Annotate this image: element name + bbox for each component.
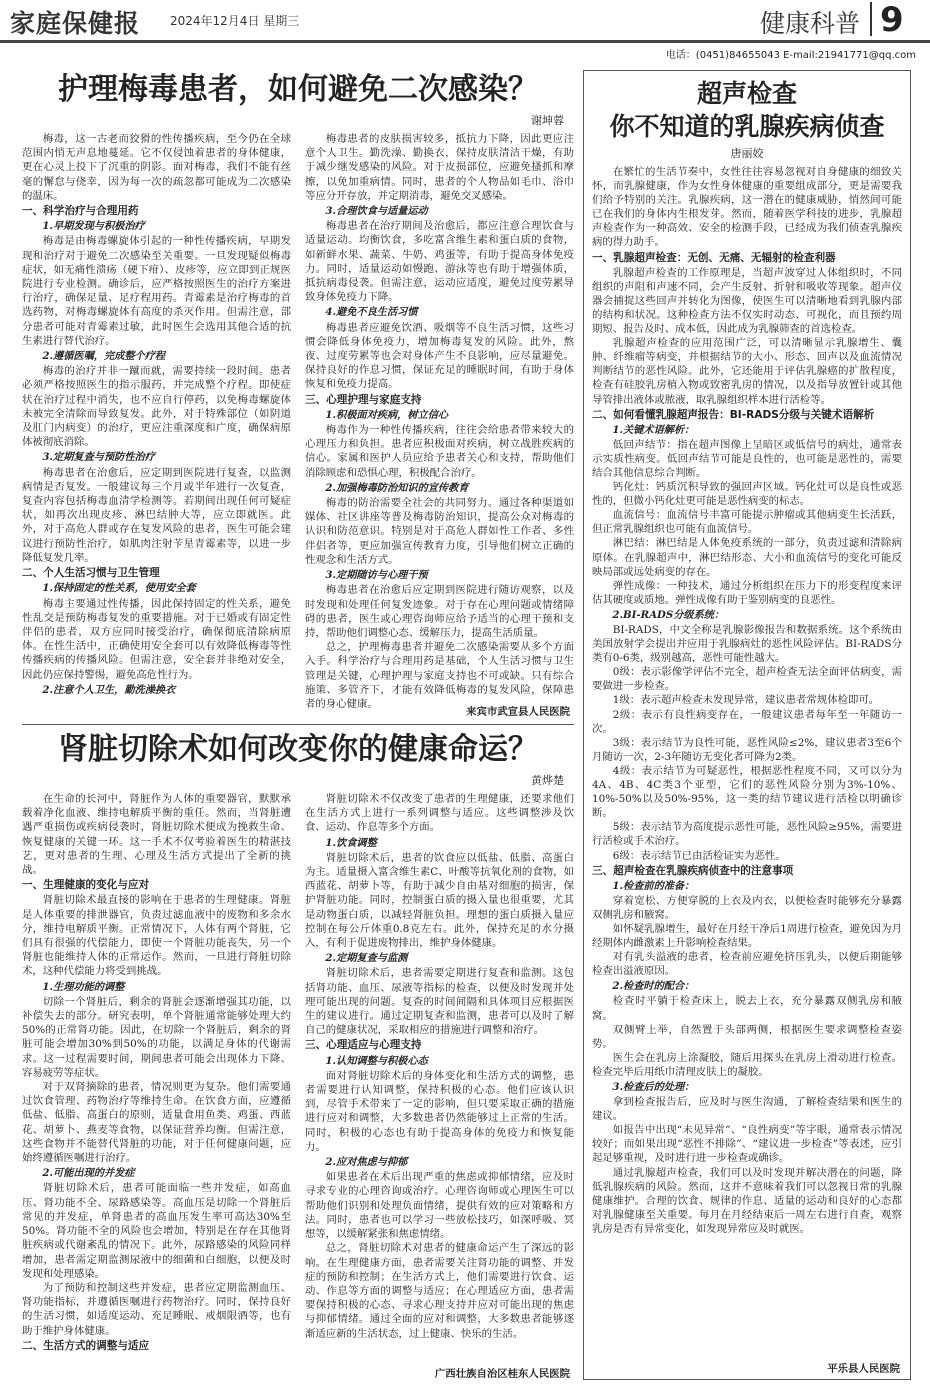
paragraph: 4级：表示结节为可疑恶性，根据恶性程度不同，又可以分为4A、4B、4C类3个亚型，它们的恶性风险分别为3%-10%、10%-50%以及50%-95%，这一类的结节建议进行活检以明确诊断。 — [592, 764, 902, 820]
paragraph: 低回声结节：指在超声图像上呈暗区或低信号的病灶，通常表示实质性病变。低回声结节可能是良性的，也可能是恶性的，需要结合其他信息综合判断。 — [592, 438, 902, 479]
paragraph: 梅毒患者在治愈后应定期到医院进行随访观察，以及时发现和处理任何复发迹象。对于存在心理问题或情绪障碍的患者，医生或心理咨询师应给予适当的心理干预和支持，帮助他们调整心态、缓解压力，提高生活质量。 — [305, 584, 574, 639]
paragraph: 在繁忙的生活节奏中，女性往往容易忽视对自身健康的细致关怀，而乳腺健康，作为女性身体健康的重要组成部分，更是需要我们给予特别的关注。乳腺疾病，这一潜在的健康威胁，悄然间可能已在我们的身体内生根发芽。然而，随着医学科技的进步，乳腺超声检查作为一种高效、安全的检测手段，已经成为我们侦查乳腺疾病的得力助手。 — [592, 166, 902, 249]
paragraph: 在生命的长河中，肾脏作为人体的重要器官，默默承载着净化血液、维持电解质平衡的重任。然而，当肾脏遭遇严重损伤或疾病侵袭时，肾脏切除术便成为挽救生命、恢复健康的关键一环。这一手术不仅考验着医生的精湛技艺，更对患者的生理、心理及生活方式提出了全新的挑战。 — [22, 793, 291, 877]
paragraph: 对有乳头溢液的患者，检查前应避免挤压乳头，以便后期能够检查出溢液原因。 — [592, 951, 902, 978]
subheading: 1.积极面对疾病，树立信心 — [325, 408, 449, 421]
paragraph: 对于双肾摘除的患者，情况则更为复杂。他们需要通过饮食管理、药物治疗等维持生命。在饮食方面，应遵循低盐、低脂、高蛋白的原则，适量食用鱼类、鸡蛋、西蓝花、胡萝卜、燕麦等食物，以保证营养均衡。但需注意，这些食物并不能替代肾脏的功能，对于任何健康问题，应始终遵循医嘱进行治疗。 — [22, 1081, 291, 1165]
paragraph: 3级：表示结节为良性可能，恶性风险≤2%，建议患者3至6个月随访一次，2-3年随访无变化者可降为2类。 — [592, 736, 902, 763]
paragraph: 总之，护理梅毒患者并避免二次感染需要从多个方面入手。科学治疗与合理用药是基础，个人生活习惯与卫生管理是关键，心理护理与家庭支持也不可或缺。只有综合施策、多管齐下，才能有效降低梅毒的复发风险，保障患者的身心健康。 — [305, 641, 574, 710]
paragraph: 1级：表示超声检查未发现异常，建议患者常规体检即可。 — [612, 694, 880, 707]
subheading: 3.检查后的处理： — [612, 1081, 695, 1093]
paragraph: 肾脏切除术后，患者的饮食应以低盐、低脂、高蛋白为主。适量摄入富含维生素C、叶酸等抗氧化剂的食物，如西蓝花、胡萝卜等，有助于减少自由基对细胞的损害，保护肾脏功能。同时，控制蛋白质的摄入量也很重要，尤其是动物蛋白质，以减轻肾脏负担。理想的蛋白质摄入量应控制在每公斤体重0.8克左右。此外，保持充足的水分摄入，有利于促进废物排出，维护身体健康。 — [305, 851, 574, 950]
paragraph: 梅毒患者的皮肤损害较多，抵抗力下降，因此更应注意个人卫生。勤洗澡、勤换衣，保持皮肤清洁干燥，有助于减少继发感染的风险。对于皮损部位，应避免搔抓和摩擦，以免加重病情。同时，患者的个人物品如毛巾、浴巾等应分开存放，并定期消毒，避免交叉感染。 — [305, 133, 574, 202]
paragraph: 穿着宽松、方便穿脱的上衣及内衣，以便检查时能够充分暴露双侧乳房和腋窝。 — [592, 894, 902, 921]
subheading: 2.注意个人卫生，勤洗澡换衣 — [42, 683, 176, 696]
paragraph: 乳腺超声检查的工作原理是，当超声波穿过人体组织时，不同组织的声阻和声速不同，会产生反射、折射和吸收等现象。超声仪器会捕捉这些回声并转化为图像，使医生可以清晰地看到乳腺内部的结构和状况。这种检查方法不仅实时动态、可视化，而且预约周期短、报告及时、成本低，因此成为乳腺筛查的首选检查。 — [592, 266, 902, 336]
paragraph: 血流信号：血流信号丰富可能提示肿瘤或其他病变生长活跃，但正常乳腺组织也可能有血流信号。 — [592, 509, 902, 536]
section-heading: 一、乳腺超声检查：无创、无痛、无辐射的检查利器 — [592, 251, 836, 264]
paragraph: 2级：表示有良性病变存在，一般建议患者每年至一年随访一次。 — [592, 708, 902, 735]
article-title: 护理梅毒患者，如何避免二次感染？ — [58, 72, 538, 107]
subheading: 2.加强梅毒防治知识的宣传教育 — [325, 481, 469, 494]
paragraph: 梅毒，这一古老而狡猾的性传播疾病，至今仍在全球范围内悄无声息地蔓延。它不仅侵蚀着患者的身体健康，更在心灵上投下了沉重的阴影。面对梅毒，我们不能有丝毫的懈怠与侥幸，因为每一次的疏忽都可能成为二次感染的温床。 — [22, 133, 291, 202]
subheading: 1.认知调整与积极心态 — [325, 1054, 428, 1067]
paragraph: 双侧臂上举，自然置于头部两侧，根据医生要求调整检查姿势。 — [592, 1023, 902, 1050]
paragraph: 梅毒的防治需要全社会的共同努力。通过各种渠道如媒体、社区讲座等普及梅毒防治知识，提高公众对梅毒的认识和防范意识。特别是对于高危人群如性工作者、多性伴侣者等，更应加强宣传教育力度，引导他们树立正确的性观念和生活方式。 — [305, 497, 574, 566]
article-source: 广西壮族自治区桂东人民医院 — [434, 1368, 570, 1380]
article-divider — [22, 724, 574, 725]
paragraph: 梅毒是由梅毒螺旋体引起的一种性传播疾病，早期发现和治疗对于避免二次感染至关重要。一旦发现疑似梅毒症状，如无痛性溃疡（硬下疳）、皮疹等，应立即到正规医院进行专业检测。确诊后，应严格按照医生的治疗方案进行治疗，确保足量、足疗程用药。青霉素是治疗梅毒的首选药物，对梅毒螺旋体有高度的杀灭作用。但需注意，部分患者可能对青霉素过敏，此时医生会选用其他合适的抗生素进行替代治疗。 — [22, 235, 291, 347]
article-title-line2: 你不知道的乳腺疾病侦查 — [609, 112, 885, 141]
paragraph: 如怀疑乳腺增生，最好在月经干净后1周进行检查，避免因为月经期体内雌激素上升影响检查结果。 — [592, 922, 902, 950]
subheading: 1.早期发现与积极治疗 — [42, 220, 145, 233]
paragraph: 总之，肾脏切除术对患者的健康命运产生了深远的影响。在生理健康方面，患者需要关注肾功能的调整、并发症的预防和控制；在生活方式上，他们需要进行饮食、运动、作息等方面的调整与适应；在心理适应方面，患者需要保持积极的心态、寻求心理支持并应对可能出现的焦虑与抑郁情绪。通过全面的应对和调整，大多数患者能够逐渐适应新的生活状态，过上健康、快乐的生活。 — [305, 1242, 574, 1340]
subheading: 1.饮食调整 — [325, 836, 377, 849]
contact-info: 电话：(0451)84655043 E-mail:21941771@qq.com — [665, 50, 916, 61]
newspaper-name: 家庭保健报 — [10, 9, 141, 38]
article-author: 唐丽姣 — [730, 147, 764, 160]
paragraph: 如果患者在术后出现严重的焦虑或抑郁情绪，应及时寻求专业的心理咨询或治疗。心理咨询师或心理医生可以帮助他们识别和处理负面情绪，提供有效的应对策略和方法。同时，患者也可以学习一些放松技巧，如深呼吸、冥想等，以缓解紧张和焦虑情绪。 — [305, 1171, 574, 1241]
page-number: 9 — [880, 0, 904, 40]
subheading: 1.检查前的准备： — [612, 879, 695, 892]
paragraph: 钙化灶：钙质沉积导致的强回声区域。钙化灶可以是良性或恶性的，但微小钙化灶更可能是恶性病变的标志。 — [592, 481, 902, 508]
section-heading: 三、心理适应与心理支持 — [305, 1039, 422, 1052]
subheading: 2.遵循医嘱，完成整个疗程 — [42, 350, 166, 363]
paragraph: 为了预防和控制这些并发症，患者应定期监测血压、肾功能指标，并遵循医嘱进行药物治疗。同时，保持良好的生活习惯，如适度运动、充足睡眠、戒烟限酒等，也有助于维护身体健康。 — [22, 1281, 291, 1337]
article-syphilis-care — [22, 70, 574, 718]
paragraph: 肾脏切除术最直接的影响在于患者的生理健康。肾脏是人体重要的排泄器官，负责过滤血液中的废物和多余水分，维持电解质平衡。正常情况下，人体有两个肾脏，它们具有很强的代偿能力，即使一个肾脏功能丧失，另一个肾脏也能维持人体的正常运作。然而，一旦进行肾脏切除术，这种代偿能力将受到挑战。 — [22, 894, 291, 978]
article-body — [22, 792, 574, 1380]
subheading: 1.生理功能的调整 — [42, 980, 125, 993]
article-title: 肾脏切除术如何改变你的健康命运？ — [58, 732, 538, 767]
page-number-divider — [870, 2, 872, 36]
section-heading: 二、个人生活习惯与卫生管理 — [22, 567, 160, 580]
issue-date: 2024年12月4日 星期三 — [170, 14, 300, 28]
paragraph: 面对肾脏切除术后的身体变化和生活方式的调整，患者需要进行认知调整，保持积极的心态。他们应该认识到，尽管手术带来了一定的影响，但只要采取正确的措施进行应对和调整，大多数患者仍然能够过上正常的生活。同时，积极的心态也有助于提高身体的免疫力和恢复能力。 — [305, 1069, 574, 1153]
paragraph: 乳腺超声检查的应用范围广泛，可以清晰显示乳腺增生、囊肿、纤维瘤等病变，并根据结节的大小、形态、回声以及血流情况判断结节的恶性风险。此外，它还能用于评估乳腺癌的扩散程度，检查有硅胶乳房植入物或致密乳房的情况，以及指导放置针或其他导管排出液体或脓液，取乳腺组织样本进行活检等。 — [592, 337, 902, 406]
article-title-line1: 超声检查 — [696, 79, 797, 108]
paragraph: 5级：表示结节为高度提示恶性可能，恶性风险≥95%，需要进行活检或手术治疗。 — [592, 821, 902, 848]
paragraph: 肾脏切除术后，患者需要定期进行复查和监测。这包括肾功能、血压、尿液等指标的检查，以便及时发现并处理可能出现的问题。复查的时间间隔和具体项目应根据医生的建议进行。通过定期复查和监测，患者可以及时了解自己的健康状况，采取相应的措施进行调整和治疗。 — [305, 967, 574, 1037]
paragraph: 切除一个肾脏后，剩余的肾脏会逐渐增强其功能，以补偿失去的部分。研究表明，单个肾脏通常能够处理大约50%的正常肾功能。因此，在切除一个肾脏后，剩余的肾脏可能会增加30%到50%的功能，以满足身体的代谢需求。这一过程需要时间，期间患者可能会出现体力下降、容易疲劳等症状。 — [22, 995, 291, 1079]
section-heading: 一、科学治疗与合理用药 — [22, 205, 139, 218]
section-heading: 三、心理护理与家庭支持 — [305, 393, 422, 406]
section-heading: 一、生理健康的变化与应对 — [22, 879, 150, 892]
section-heading: 三、超声检查在乳腺疾病侦查中的注意事项 — [592, 864, 794, 877]
subheading: 1.保持固定的性关系，使用安全套 — [42, 582, 196, 595]
paragraph: 弹性成像：一种技术，通过分析组织在压力下的形变程度来评估其硬度或质地。弹性成像有助于鉴别病变的良恶性。 — [592, 579, 902, 606]
article-body — [592, 165, 902, 1236]
header-rule — [0, 40, 930, 43]
paragraph: 梅毒患者在治疗期间及治愈后，都应注意合理饮食与适量运动。均衡饮食，多吃富含维生素和蛋白质的食物，如新鲜水果、蔬菜、牛奶、鸡蛋等，有助于提高身体免疫力。同时，适量运动如慢跑、游泳等也有助于增强体质，抵抗病毒侵袭。但需注意，运动应适度，避免过度劳累导致身体免疫力下降。 — [305, 220, 574, 304]
paragraph: 检查时平躺于检查床上，脱去上衣，充分暴露双侧乳房和腋窝。 — [592, 995, 902, 1022]
section-heading: 二、如何看懂乳腺超声报告：BI-RADS分级与关键术语解析 — [592, 408, 875, 421]
subheading: 3.定期随访与心理干预 — [325, 569, 428, 582]
paragraph: 拿到检查报告后，应及时与医生沟通，了解检查结果和医生的建议。 — [592, 1096, 902, 1123]
paragraph: 肾脏切除术不仅改变了患者的生理健康，还要求他们在生活方式上进行一系列调整与适应。这些调整涉及饮食、运动、作息等多个方面。 — [305, 793, 574, 834]
subheading: 3.合理饮食与适量运动 — [325, 205, 428, 218]
paragraph: 梅毒作为一种性传播疾病，往往会给患者带来较大的心理压力和负担。患者应积极面对疾病，树立战胜疾病的信心。家属和医护人员应给予患者关心和支持，帮助他们消除顾虑和恐惧心理，积极配合治疗。 — [305, 424, 574, 479]
subheading: 2.检查时的配合： — [612, 980, 695, 993]
paragraph: 梅毒患者在治愈后，应定期到医院进行复查，以监测病情是否复发。一般建议每三个月或半年进行一次复查，复查内容包括梅毒血清学检测等。若期间出现任何可疑症状，如再次出现皮疹、淋巴结肿大等，应立即就医。此外，对于高危人群或存在复发风险的患者，医生可能会建议进行预防性治疗，如肌肉注射苄星青霉素等，以进一步降低复发几率。 — [22, 466, 291, 564]
subheading: 2.可能出现的并发症 — [42, 1167, 135, 1180]
section-heading: 二、生活方式的调整与适应 — [22, 1339, 150, 1352]
article-nephrectomy — [22, 730, 574, 1380]
article-breast-ultrasound — [583, 70, 911, 1380]
paragraph: 0级：表示影像学评估不完全，超声检查无法全面评估病变，需要做进一步检查。 — [592, 666, 902, 693]
subheading: 2.定期复查与监测 — [325, 952, 408, 965]
article-body — [22, 132, 574, 718]
paragraph: 梅毒的治疗并非一蹴而就，需要持续一段时间。患者必须严格按照医生的指示服药，并完成整个疗程。即使症状在治疗过程中消失，也不应自行停药，以免梅毒螺旋体未被完全清除而导致复发。此外，对于特殊部位（如阴道及肛门内病变）的治疗，更应注重深度和广度，确保病原体被彻底消除。 — [22, 365, 291, 449]
article-source: 来宾市武宣县人民医院 — [466, 706, 570, 718]
article-author: 黄烨楚 — [531, 774, 564, 787]
subheading: 1.关键术语解析： — [612, 423, 695, 436]
paragraph: 梅毒主要通过性传播，因此保持固定的性关系，避免性乱交是预防梅毒复发的重要措施。对于已婚或有固定性伴侣的患者，双方应同时接受治疗，确保彻底清除病原体。在性生活中，正确使用安全套可以有效降低梅毒等性传播疾病的传播风险。但需注意，安全套并非绝对安全，因此仍应保持警惕，避免高危性行为。 — [22, 597, 291, 681]
page-header — [0, 0, 930, 45]
subheading: 4.避免不良生活习惯 — [325, 306, 418, 319]
paragraph: 如报告中出现“未见异常”、“良性病变”等字眼，通常表示情况较好；而如果出现“恶性不排除”、“建议进一步检查”等表述，应引起足够重视，及时进行进一步检查或确诊。 — [592, 1124, 902, 1165]
subheading: 3.定期复查与预防性治疗 — [42, 451, 155, 464]
paragraph: 6级：表示结节已由活检证实为恶性。 — [612, 849, 786, 862]
paragraph: 医生会在乳房上涂凝胶，随后用探头在乳房上滑动进行检查。检查完毕后用纸巾清理皮肤上的凝胶。 — [592, 1051, 902, 1078]
subheading: 2.应对焦虑与抑郁 — [325, 1156, 408, 1169]
section-name: 健康科普 — [760, 9, 861, 38]
paragraph: 淋巴结：淋巴结是人体免疫系统的一部分，负责过滤和清除病原体。在乳腺超声中，淋巴结形态、大小和血流信号的变化可能反映局部或远处病变的存在。 — [592, 537, 902, 578]
paragraph: 通过乳腺超声检查，我们可以及时发现并解决潜在的问题，降低乳腺疾病的风险。然而，这并不意味着我们可以忽视日常的乳腺健康维护。合理的饮食、规律的作息、适量的运动和良好的心态都对乳腺健康至关重要。每月在月经结束后一周左右进行自查，观察乳房是否有异常变化，如发现异常应及时就医。 — [592, 1166, 902, 1235]
article-source: 平乐县人民医院 — [827, 1363, 900, 1375]
article-author: 谢坤蓉 — [531, 114, 564, 127]
paragraph: BI-RADS，中文全称是乳腺影像报告和数据系统。这个系统由美国放射学会提出并应用于乳腺病灶的恶性风险评估。BI-RADS分类有0-6类，级别越高，恶性可能性越大。 — [592, 624, 902, 665]
paragraph: 梅毒患者应避免饮酒、吸烟等不良生活习惯，这些习惯会降低身体免疫力，增加梅毒复发的风险。此外，熬夜、过度劳累等也会对身体产生不良影响，应尽量避免。保持良好的作息习惯，保证充足的睡眠时间，有助于身体恢复和免疫力提高。 — [305, 321, 574, 391]
paragraph: 肾脏切除术后，患者可能面临一些并发症，如高血压、肾功能不全、尿路感染等。高血压是切除一个肾脏后常见的并发症，单肾患者的高血压发生率可高达30%至50%。肾功能不全的风险也会增加，特别是在存在其他肾脏疾病或代谢紊乱的情况下。此外，尿路感染的风险同样增加，患者需定期监测尿液中的细菌和白细胞，以便及时发现和处理感染。 — [22, 1182, 291, 1280]
subheading: 2.BI-RADS分级系统： — [612, 608, 725, 621]
